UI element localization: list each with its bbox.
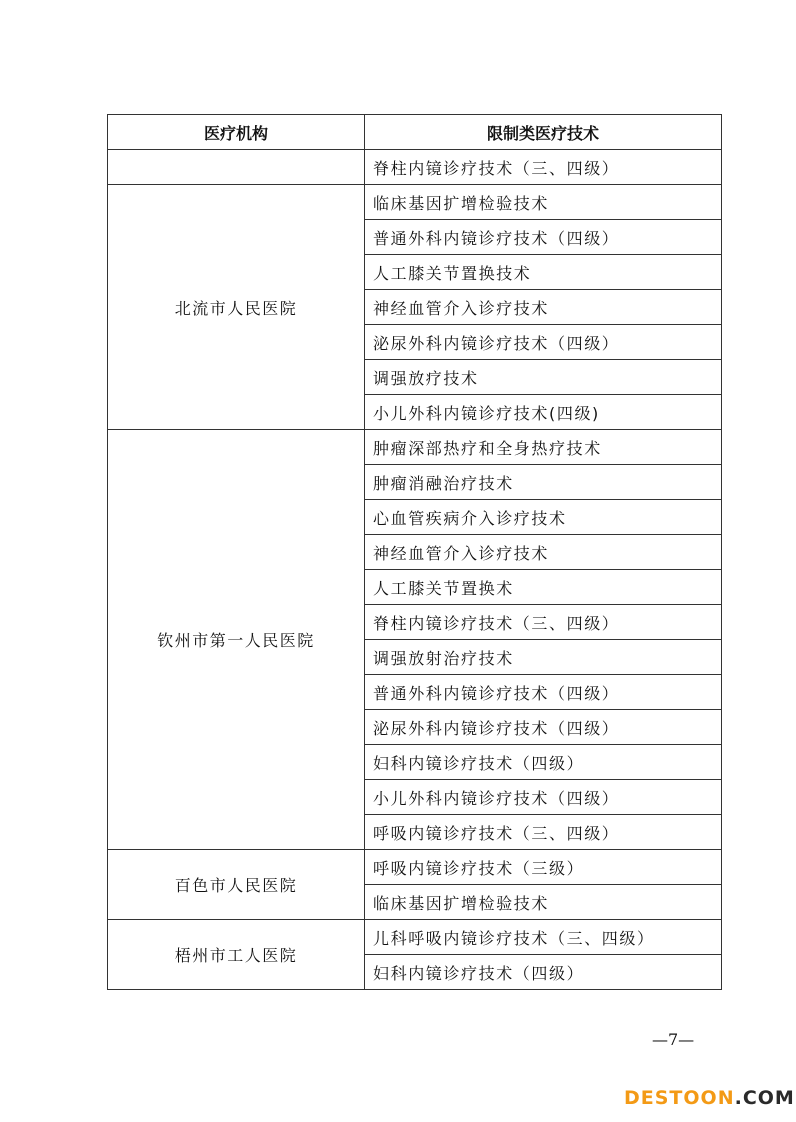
table-header-row: [108, 115, 722, 150]
technology-cell: 心血管疾病介入诊疗技术: [365, 500, 722, 535]
technology-cell: 小儿外科内镜诊疗技术(四级): [365, 395, 722, 430]
table-body: [108, 150, 722, 990]
technology-cell: 呼吸内镜诊疗技术（三、四级）: [365, 815, 722, 850]
institution-cell: 百色市人民医院: [108, 850, 365, 920]
technology-cell: 临床基因扩增检验技术: [365, 885, 722, 920]
technology-cell: 小儿外科内镜诊疗技术（四级）: [365, 780, 722, 815]
table-row: [108, 185, 722, 220]
header-technology: 限制类医疗技术: [365, 115, 722, 150]
institution-cell: 钦州市第一人民医院: [108, 430, 365, 850]
technology-cell: 脊柱内镜诊疗技术（三、四级）: [365, 605, 722, 640]
technology-cell: 肿瘤深部热疗和全身热疗技术: [365, 430, 722, 465]
header-institution: 医疗机构: [108, 115, 365, 150]
technology-cell: 肿瘤消融治疗技术: [365, 465, 722, 500]
table-row: [108, 150, 722, 185]
table-row: [108, 430, 722, 465]
technology-cell: 人工膝关节置换技术: [365, 255, 722, 290]
table-row: [108, 850, 722, 885]
institution-cell: [108, 150, 365, 185]
table-row: [108, 920, 722, 955]
institution-cell: 北流市人民医院: [108, 185, 365, 430]
technology-cell: 脊柱内镜诊疗技术（三、四级）: [365, 150, 722, 185]
technology-cell: 呼吸内镜诊疗技术（三级）: [365, 850, 722, 885]
technology-cell: 神经血管介入诊疗技术: [365, 290, 722, 325]
technology-cell: 神经血管介入诊疗技术: [365, 535, 722, 570]
page-number: —7—: [652, 1030, 695, 1049]
technology-cell: 调强放射治疗技术: [365, 640, 722, 675]
technology-cell: 儿科呼吸内镜诊疗技术（三、四级）: [365, 920, 722, 955]
technology-cell: 妇科内镜诊疗技术（四级）: [365, 745, 722, 780]
hospital-tech-table: [107, 114, 722, 990]
technology-cell: 泌尿外科内镜诊疗技术（四级）: [365, 710, 722, 745]
technology-cell: 临床基因扩增检验技术: [365, 185, 722, 220]
technology-cell: 人工膝关节置换术: [365, 570, 722, 605]
technology-cell: 普通外科内镜诊疗技术（四级）: [365, 675, 722, 710]
watermark-logo: [624, 1087, 795, 1109]
technology-cell: 普通外科内镜诊疗技术（四级）: [365, 220, 722, 255]
institution-cell: 梧州市工人医院: [108, 920, 365, 990]
watermark-part2: .COM: [734, 1087, 795, 1109]
technology-cell: 妇科内镜诊疗技术（四级）: [365, 955, 722, 990]
watermark-part1: DESTOON: [624, 1087, 735, 1109]
technology-cell: 调强放疗技术: [365, 360, 722, 395]
technology-cell: 泌尿外科内镜诊疗技术（四级）: [365, 325, 722, 360]
